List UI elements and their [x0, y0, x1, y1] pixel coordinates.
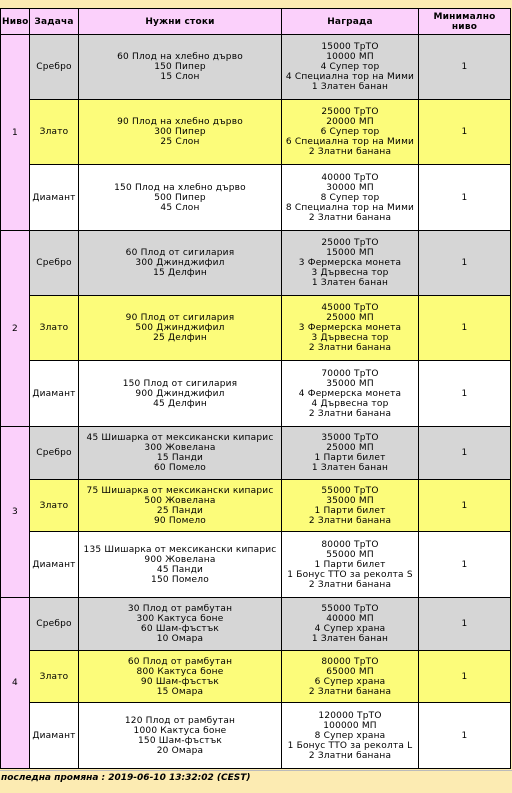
reward-line: 3 Дървесна тор: [311, 268, 389, 278]
goods-line: 300 Пипер: [154, 127, 206, 137]
level-cell: 4: [1, 598, 30, 769]
task-cell: Сребро: [30, 231, 79, 296]
reward-line: 2 Златни банана: [308, 579, 392, 590]
reward-line: 1 Бонус ТТО за реколта S: [287, 569, 413, 580]
reward-line: 2 Златни банана: [308, 515, 392, 526]
reward-line: 6 Супер тор: [320, 127, 380, 137]
header-row: [1, 9, 511, 35]
goods-line: 120 Плод от рамбутан: [124, 715, 236, 726]
min-level-cell: 1: [419, 598, 511, 651]
reward-line: 8 Специална тор на Мими: [285, 202, 415, 213]
reward-line: 40000 ТрТО: [321, 172, 379, 183]
goods-line: 1000 Кактуса боне: [133, 725, 227, 736]
goods-line: 60 Плод на хлебно дърво: [117, 52, 243, 62]
table-row: [1, 296, 511, 361]
goods-line: 300 Джинджифил: [135, 258, 225, 268]
reward-line: 55000 ТрТО: [321, 604, 379, 614]
reward-line: 1 Златен банан: [311, 278, 389, 288]
goods-cell: [79, 100, 282, 165]
reward-line: 25000 ТрТО: [321, 238, 379, 248]
goods-line: 500 Пипер: [154, 192, 206, 203]
goods-line: 150 Пипер: [154, 62, 206, 72]
table-body: [1, 35, 511, 769]
task-cell: Сребро: [30, 427, 79, 480]
goods-line: 900 Жовелана: [144, 554, 216, 565]
reward-cell: [282, 361, 419, 427]
reward-line: 80000 ТрТО: [321, 539, 379, 550]
goods-cell: [79, 427, 282, 480]
goods-line: 150 Шам-фъстък: [137, 735, 223, 746]
goods-line: 150 Плод от сигилария: [122, 378, 238, 389]
min-level-cell: 1: [419, 703, 511, 769]
min-level-cell: 1: [419, 100, 511, 165]
goods-line: 90 Шам-фъстък: [140, 676, 220, 687]
goods-line: 500 Джинджифил: [135, 323, 225, 333]
min-level-cell: 1: [419, 532, 511, 598]
reward-line: 3 Фермерска монета: [298, 323, 402, 333]
goods-line: 45 Шишарка от мексикански кипарис: [86, 433, 274, 443]
reward-line: 4 Дървесна тор: [311, 398, 389, 409]
reward-line: 65000 МП: [326, 666, 374, 677]
min-level-cell: 1: [419, 231, 511, 296]
task-cell: Злато: [30, 651, 79, 703]
reward-line: 45000 ТрТО: [321, 303, 379, 313]
min-level-cell: 1: [419, 651, 511, 703]
goods-line: 15 Омара: [156, 686, 204, 697]
reward-line: 30000 МП: [326, 182, 374, 193]
table-row: [1, 361, 511, 427]
reward-line: 25000 МП: [326, 443, 374, 453]
divider: [0, 770, 512, 771]
last-modified: последна промяна : 2019-06-10 13:32:02 (CEST): [1, 773, 251, 783]
reward-line: 6 Супер храна: [314, 676, 386, 687]
goods-line: 90 Плод от сигилария: [125, 313, 235, 323]
reward-line: 35000 МП: [326, 495, 374, 506]
goods-line: 15 Панди: [156, 453, 204, 463]
reward-cell: [282, 480, 419, 532]
reward-line: 4 Супер храна: [314, 624, 386, 634]
reward-line: 3 Дървесна тор: [311, 333, 389, 343]
reward-line: 35000 МП: [326, 378, 374, 389]
goods-line: 15 Делфин: [153, 268, 207, 278]
goods-line: 135 Шишарка от мексикански кипарис: [83, 544, 277, 555]
task-cell: Злато: [30, 296, 79, 361]
reward-line: 4 Супер тор: [320, 62, 380, 72]
reward-cell: [282, 165, 419, 231]
reward-line: 20000 МП: [326, 117, 374, 127]
header-goods: Нужни стоки: [79, 9, 282, 35]
reward-line: 2 Златни банана: [308, 343, 392, 353]
goods-cell: [79, 35, 282, 100]
goods-cell: [79, 296, 282, 361]
goods-line: 150 Помело: [151, 574, 209, 585]
goods-line: 45 Делфин: [153, 398, 207, 409]
goods-line: 90 Помело: [154, 515, 206, 526]
reward-line: 100000 МП: [323, 720, 377, 731]
header-level: Ниво: [1, 9, 30, 35]
reward-line: 25000 МП: [326, 313, 374, 323]
table-row: [1, 427, 511, 480]
goods-cell: [79, 361, 282, 427]
header-reward: Награда: [282, 9, 419, 35]
min-level-cell: 1: [419, 296, 511, 361]
reward-line: 10000 МП: [326, 52, 374, 62]
level-cell: 1: [1, 35, 30, 231]
table-row: [1, 231, 511, 296]
reward-cell: [282, 651, 419, 703]
reward-line: 1 Златен банан: [311, 634, 389, 644]
reward-line: 55000 МП: [326, 549, 374, 560]
reward-line: 1 Парти билет: [314, 505, 386, 516]
goods-line: 150 Плод на хлебно дърво: [114, 182, 246, 193]
goods-cell: [79, 703, 282, 769]
goods-line: 60 Плод от рамбутан: [127, 656, 233, 667]
reward-line: 4 Фермерска монета: [298, 388, 402, 399]
table-row: [1, 165, 511, 231]
reward-line: 1 Златен банан: [311, 463, 389, 473]
task-cell: Злато: [30, 100, 79, 165]
reward-cell: [282, 35, 419, 100]
goods-line: 300 Жовелана: [144, 443, 216, 453]
task-cell: Диамант: [30, 361, 79, 427]
goods-line: 900 Джинджифил: [135, 388, 225, 399]
reward-line: 2 Златни банана: [308, 686, 392, 697]
goods-cell: [79, 480, 282, 532]
header-task: Задача: [30, 9, 79, 35]
reward-cell: [282, 427, 419, 480]
task-cell: Злато: [30, 480, 79, 532]
reward-line: 2 Златни банана: [308, 147, 392, 157]
goods-line: 10 Омара: [156, 634, 204, 644]
goods-line: 300 Кактуса боне: [136, 614, 224, 624]
reward-cell: [282, 703, 419, 769]
goods-line: 800 Кактуса боне: [136, 666, 224, 677]
header-min-level: Минимално ниво: [419, 9, 511, 35]
level-cell: 2: [1, 231, 30, 427]
task-cell: Сребро: [30, 35, 79, 100]
table-row: [1, 651, 511, 703]
reward-line: 15000 МП: [326, 248, 374, 258]
reward-line: 35000 ТрТО: [321, 433, 379, 443]
reward-line: 4 Специална тор на Мими: [285, 72, 415, 82]
goods-line: 45 Панди: [156, 564, 204, 575]
reward-line: 2 Златни банана: [308, 212, 392, 223]
reward-line: 8 Супер тор: [320, 192, 380, 203]
goods-cell: [79, 651, 282, 703]
reward-cell: [282, 532, 419, 598]
reward-line: 1 Парти билет: [314, 559, 386, 570]
reward-line: 1 Златен банан: [311, 82, 389, 92]
reward-line: 15000 ТрТО: [321, 42, 379, 52]
task-cell: Диамант: [30, 165, 79, 231]
goods-line: 75 Шишарка от мексикански кипарис: [86, 485, 274, 496]
goods-cell: [79, 231, 282, 296]
reward-line: 40000 МП: [326, 614, 374, 624]
goods-line: 45 Слон: [160, 202, 200, 213]
reward-line: 2 Златни банана: [308, 750, 392, 761]
reward-line: 80000 ТрТО: [321, 656, 379, 667]
goods-line: 500 Жовелана: [144, 495, 216, 506]
goods-line: 30 Плод от рамбутан: [127, 604, 233, 614]
level-cell: 3: [1, 427, 30, 598]
goods-line: 25 Делфин: [153, 333, 207, 343]
table-row: [1, 703, 511, 769]
goods-line: 90 Плод на хлебно дърво: [117, 117, 243, 127]
reward-line: 55000 ТрТО: [321, 485, 379, 496]
reward-cell: [282, 231, 419, 296]
task-cell: Сребро: [30, 598, 79, 651]
goods-cell: [79, 532, 282, 598]
table-row: [1, 480, 511, 532]
min-level-cell: 1: [419, 427, 511, 480]
reward-line: 1 Парти билет: [314, 453, 386, 463]
reward-cell: [282, 100, 419, 165]
reward-line: 120000 ТрТО: [318, 710, 382, 721]
min-level-cell: 1: [419, 165, 511, 231]
goods-cell: [79, 598, 282, 651]
table-row: [1, 532, 511, 598]
reward-cell: [282, 598, 419, 651]
goods-line: 60 Шам-фъстък: [140, 624, 220, 634]
goods-line: 15 Слон: [160, 72, 200, 82]
min-level-cell: 1: [419, 480, 511, 532]
table-row: [1, 35, 511, 100]
min-level-cell: 1: [419, 35, 511, 100]
goods-line: 60 Помело: [154, 463, 206, 473]
goods-line: 25 Слон: [160, 137, 200, 147]
table-row: [1, 100, 511, 165]
table-row: [1, 598, 511, 651]
goods-line: 25 Панди: [156, 505, 204, 516]
reward-line: 1 Бонус ТТО за реколта L: [287, 740, 413, 751]
tasks-table: [0, 8, 511, 769]
reward-line: 8 Супер храна: [314, 730, 386, 741]
reward-line: 3 Фермерска монета: [298, 258, 402, 268]
reward-line: 70000 ТрТО: [321, 368, 379, 379]
goods-line: 20 Омара: [156, 745, 204, 756]
goods-cell: [79, 165, 282, 231]
goods-line: 60 Плод от сигилария: [125, 248, 235, 258]
task-cell: Диамант: [30, 532, 79, 598]
reward-line: 25000 ТрТО: [321, 107, 379, 117]
reward-cell: [282, 296, 419, 361]
min-level-cell: 1: [419, 361, 511, 427]
reward-line: 6 Специална тор на Мими: [285, 137, 415, 147]
reward-line: 2 Златни банана: [308, 408, 392, 419]
task-cell: Диамант: [30, 703, 79, 769]
